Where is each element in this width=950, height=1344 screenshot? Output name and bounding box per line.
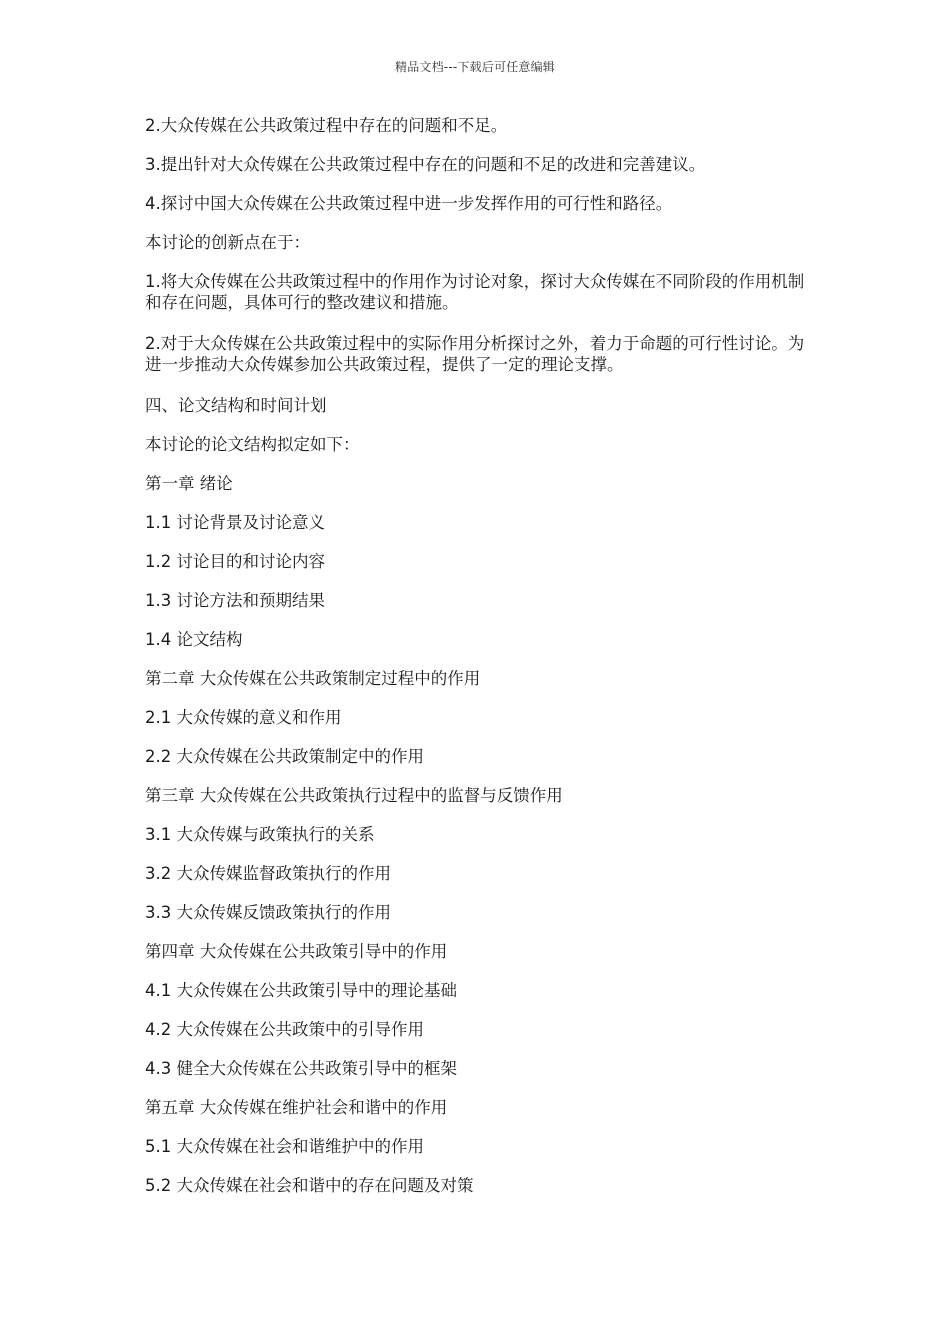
paragraph: 1.将大众传媒在公共政策过程中的作用作为讨论对象，探讨大众传媒在不同阶段的作用机制和存在问题，具体可行的整改建议和措施。 (145, 272, 805, 312)
chapter-heading: 第四章 大众传媒在公共政策引导中的作用 (145, 942, 448, 961)
paragraph: 2.对于大众传媒在公共政策过程中的实际作用分析探讨之外，着力于命题的可行性讨论。为进一步推动大众传媒参加公共政策过程，提供了一定的理论支撑。 (145, 334, 805, 374)
section-heading: 四、论文结构和时间计划 (145, 396, 327, 415)
toc-item: 2.1 大众传媒的意义和作用 (145, 708, 342, 727)
paragraph: 4.探讨中国大众传媒在公共政策过程中进一步发挥作用的可行性和路径。 (145, 194, 673, 213)
toc-item: 1.4 论文结构 (145, 630, 243, 649)
toc-item: 4.3 健全大众传媒在公共政策引导中的框架 (145, 1059, 457, 1078)
chapter-heading: 第五章 大众传媒在维护社会和谐中的作用 (145, 1098, 448, 1117)
toc-item: 3.3 大众传媒反馈政策执行的作用 (145, 903, 391, 922)
toc-item: 4.2 大众传媒在公共政策中的引导作用 (145, 1020, 424, 1039)
toc-item: 1.2 讨论目的和讨论内容 (145, 552, 325, 571)
document-body (145, 115, 810, 1214)
toc-item: 5.2 大众传媒在社会和谐中的存在问题及对策 (145, 1176, 474, 1195)
page-header: 精品文档---下载后可任意编辑 (395, 60, 555, 74)
toc-item: 3.2 大众传媒监督政策执行的作用 (145, 864, 391, 883)
paragraph: 3.提出针对大众传媒在公共政策过程中存在的问题和不足的改进和完善建议。 (145, 155, 706, 174)
chapter-heading: 第二章 大众传媒在公共政策制定过程中的作用 (145, 669, 481, 688)
toc-item: 1.1 讨论背景及讨论意义 (145, 513, 325, 532)
paragraph: 本讨论的创新点在于： (145, 233, 310, 252)
paragraph: 本讨论的论文结构拟定如下： (145, 435, 360, 454)
toc-item: 5.1 大众传媒在社会和谐维护中的作用 (145, 1137, 424, 1156)
toc-item: 4.1 大众传媒在公共政策引导中的理论基础 (145, 981, 457, 1000)
chapter-heading: 第一章 绪论 (145, 474, 233, 493)
chapter-heading: 第三章 大众传媒在公共政策执行过程中的监督与反馈作用 (145, 786, 563, 805)
paragraph: 2.大众传媒在公共政策过程中存在的问题和不足。 (145, 116, 508, 135)
toc-item: 2.2 大众传媒在公共政策制定中的作用 (145, 747, 424, 766)
toc-item: 1.3 讨论方法和预期结果 (145, 591, 325, 610)
toc-item: 3.1 大众传媒与政策执行的关系 (145, 825, 375, 844)
